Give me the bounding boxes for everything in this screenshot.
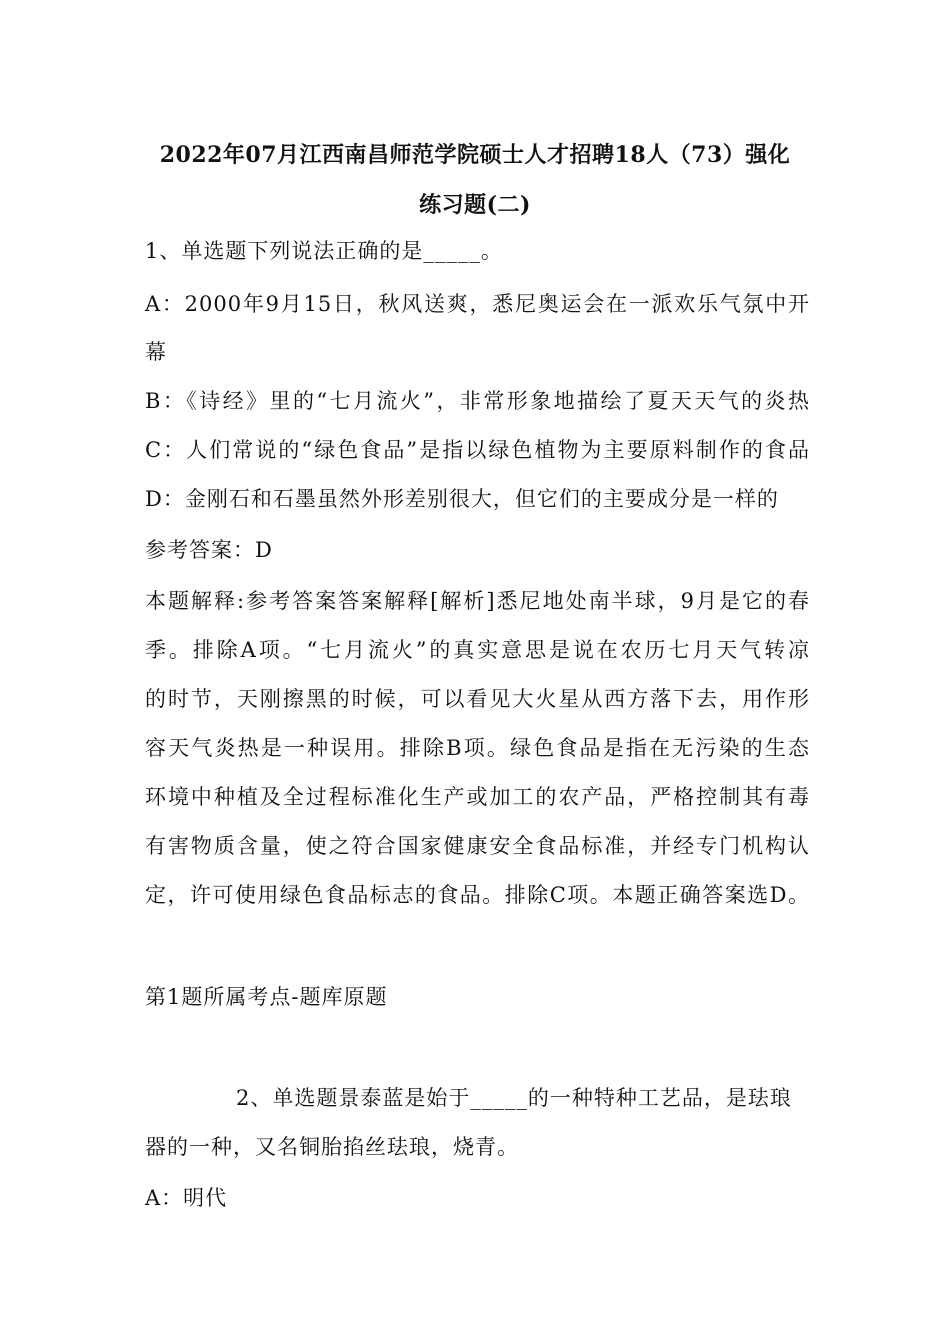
question-1-explanation-line: 的时节，天刚擦黑的时候，可以看见大火星从西方落下去，用作形 xyxy=(145,687,810,711)
question-1-explanation-line: 有害物质含量，使之符合国家健康安全食品标准，并经专门机构认 xyxy=(145,834,810,858)
question-1-option-b: B：《诗经》里的“七月流火”，非常形象地描绘了夏天天气的炎热 xyxy=(145,389,810,413)
document-title-line-1: 2022年07月江西南昌师范学院硕士人才招聘18人（73）强化 xyxy=(159,142,791,168)
question-1-stem: 1、单选题下列说法正确的是_____。 xyxy=(145,239,503,263)
question-1-explanation-line: 季。排除A项。“七月流火”的真实意思是说在农历七月天气转凉 xyxy=(145,638,810,662)
question-1-answer: 参考答案：D xyxy=(145,538,273,562)
question-1-topic: 第1题所属考点-题库原题 xyxy=(145,985,388,1009)
question-2-option-a: A：明代 xyxy=(145,1186,228,1210)
question-1-option-a-continued: 幕 xyxy=(145,340,167,364)
question-1-option-c: C：人们常说的“绿色食品”是指以绿色植物为主要原料制作的食品 xyxy=(145,438,810,462)
question-1-explanation-line: 本题解释:参考答案答案解释[解析]悉尼地处南半球，9月是它的春 xyxy=(145,589,810,613)
question-1-option-d: D：金刚石和石墨虽然外形差别很大，但它们的主要成分是一样的 xyxy=(145,487,779,511)
question-2-stem-continued: 器的一种，又名铜胎掐丝珐琅，烧青。 xyxy=(145,1135,519,1159)
document-title-line-2: 练习题(二) xyxy=(419,192,531,218)
question-1-explanation-line: 定，许可使用绿色食品标志的食品。排除C项。本题正确答案选D。 xyxy=(145,883,810,907)
question-1-explanation-line: 环境中种植及全过程标准化生产或加工的农产品，严格控制其有毒 xyxy=(145,785,810,809)
question-2-stem: 2、单选题景泰蓝是始于_____的一种特种工艺品，是珐琅 xyxy=(236,1086,792,1110)
question-1-explanation-line: 容天气炎热是一种误用。排除B项。绿色食品是指在无污染的生态 xyxy=(145,736,810,760)
question-1-option-a: A：2000年9月15日，秋风送爽，悉尼奥运会在一派欢乐气氛中开 xyxy=(145,292,810,316)
